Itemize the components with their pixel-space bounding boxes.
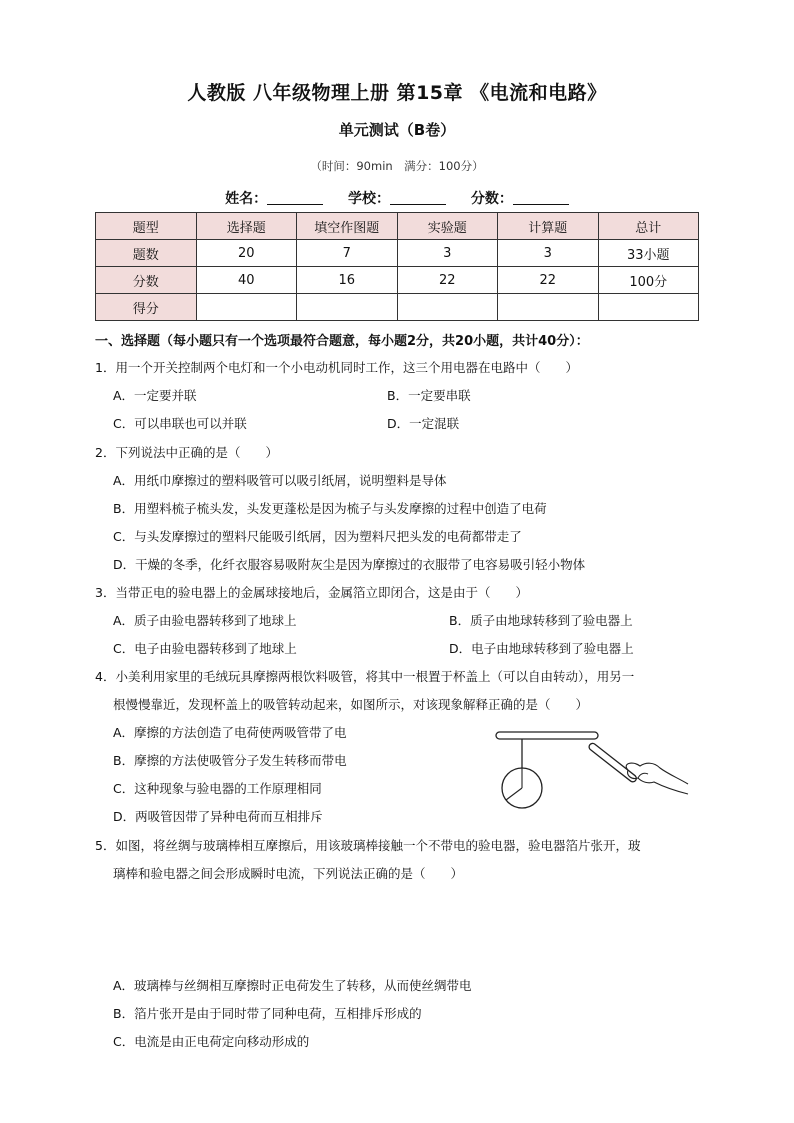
question-3-option-c: C．电子由验电器转移到了地球上 xyxy=(113,641,297,656)
question-1-option-b: B．一定要串联 xyxy=(387,388,471,403)
table-cell-empty xyxy=(397,294,498,321)
question-4-option-c: C．这种现象与验电器的工作原理相同 xyxy=(113,781,322,796)
table-cell: 3 xyxy=(498,240,599,267)
table-header-cell: 计算题 xyxy=(498,213,599,240)
question-2-option-c: C．与头发摩擦过的塑料尺能吸引纸屑，因为塑料尺把头发的电荷都带走了 xyxy=(113,529,522,544)
question-3-stem: 3．当带正电的验电器上的金属球接地后，金属箔立即闭合，这是由于（ ） xyxy=(95,585,528,600)
page-subtitle: 单元测试（B卷） xyxy=(338,121,456,139)
question-4-stem-line-2: 根慢慢靠近，发现杯盖上的吸管转动起来，如图所示，对该现象解释正确的是（ ） xyxy=(113,697,589,712)
table-cell: 22 xyxy=(397,267,498,294)
question-2-option-b: B．用塑料梳子梳头发，头发更蓬松是因为梳子与头发摩擦的过程中创造了电荷 xyxy=(113,501,547,516)
question-2-option-a: A．用纸巾摩擦过的塑料吸管可以吸引纸屑，说明塑料是导体 xyxy=(113,473,447,488)
table-header-cell: 总计 xyxy=(598,213,699,240)
question-4-option-d: D．两吸管因带了异种电荷而互相排斥 xyxy=(113,809,323,824)
table-header-cell: 题型 xyxy=(96,213,197,240)
question-1-option-c: C．可以串联也可以并联 xyxy=(113,416,247,431)
question-4-option-a: A．摩擦的方法创造了电荷使两吸管带了电 xyxy=(113,725,347,740)
straw-on-cup-figure xyxy=(492,722,692,812)
score-label: 分数： xyxy=(470,191,513,207)
table-cell: 16 xyxy=(297,267,398,294)
school-blank xyxy=(390,190,446,205)
table-cell-empty xyxy=(196,294,297,321)
page-title: 人教版 八年级物理上册 第15章 《电流和电路》 xyxy=(187,82,607,104)
table-row-head: 得分 xyxy=(96,294,197,321)
table-cell: 40 xyxy=(196,267,297,294)
question-1-option-d: D．一定混联 xyxy=(387,416,460,431)
name-label: 姓名： xyxy=(225,191,268,207)
table-header-cell: 填空作图题 xyxy=(297,213,398,240)
table-cell: 3 xyxy=(397,240,498,267)
table-cell: 7 xyxy=(297,240,398,267)
question-3-option-d: D．电子由地球转移到了验电器上 xyxy=(449,641,634,656)
table-row xyxy=(96,267,699,294)
school-label: 学校： xyxy=(348,191,390,207)
table-cell: 20 xyxy=(196,240,297,267)
table-cell: 100分 xyxy=(598,267,699,294)
table-cell: 22 xyxy=(498,267,599,294)
table-header-cell: 实验题 xyxy=(397,213,498,240)
exam-info: （时间：90min 满分：100分） xyxy=(310,159,484,173)
hand-icon xyxy=(626,763,688,794)
question-1-option-a: A．一定要并联 xyxy=(113,388,197,403)
section-heading: 一、选择题（每小题只有一个选项最符合题意，每小题2分，共20小题，共计40分）： xyxy=(95,334,589,349)
score-table xyxy=(95,212,699,321)
rotating-straw xyxy=(496,732,598,739)
question-5-stem-line-1: 5．如图，将丝绸与玻璃棒相互摩擦后，用该玻璃棒接触一个不带电的验电器，验电器箔片张开，玻 xyxy=(95,838,641,853)
table-row-head: 题数 xyxy=(96,240,197,267)
question-3-option-a: A．质子由验电器转移到了地球上 xyxy=(113,613,297,628)
question-5-option-b: B．箔片张开是由于同时带了同种电荷，互相排斥形成的 xyxy=(113,1006,422,1021)
table-row xyxy=(96,294,699,321)
question-3-option-b: B．质子由地球转移到了验电器上 xyxy=(449,613,633,628)
question-2-option-d: D．干燥的冬季，化纤衣服容易吸附灰尘是因为摩擦过的衣服带了电容易吸引轻小物体 xyxy=(113,557,586,572)
table-header-row xyxy=(96,213,699,240)
student-info-line xyxy=(0,188,794,208)
table-row xyxy=(96,240,699,267)
question-1-stem: 1．用一个开关控制两个电灯和一个小电动机同时工作，这三个用电器在电路中（ ） xyxy=(95,360,578,375)
question-5-stem-line-2: 璃棒和验电器之间会形成瞬时电流，下列说法正确的是（ ） xyxy=(113,866,464,881)
table-header-cell: 选择题 xyxy=(196,213,297,240)
question-4-stem-line-1: 4．小美利用家里的毛绒玩具摩擦两根饮料吸管，将其中一根置于杯盖上（可以自由转动），用另一 xyxy=(95,669,635,684)
table-row-head: 分数 xyxy=(96,267,197,294)
score-blank xyxy=(513,190,569,205)
question-4-option-b: B．摩擦的方法使吸管分子发生转移而带电 xyxy=(113,753,347,768)
table-cell-empty xyxy=(297,294,398,321)
table-cell-empty xyxy=(598,294,699,321)
table-cell: 33小题 xyxy=(598,240,699,267)
question-5-option-c: C．电流是由正电荷定向移动形成的 xyxy=(113,1034,310,1049)
question-5-option-a: A．玻璃棒与丝绸相互摩擦时正电荷发生了转移，从而使丝绸带电 xyxy=(113,978,472,993)
name-blank xyxy=(267,190,323,205)
question-2-stem: 2．下列说法中正确的是（ ） xyxy=(95,445,278,460)
table-cell-empty xyxy=(498,294,599,321)
